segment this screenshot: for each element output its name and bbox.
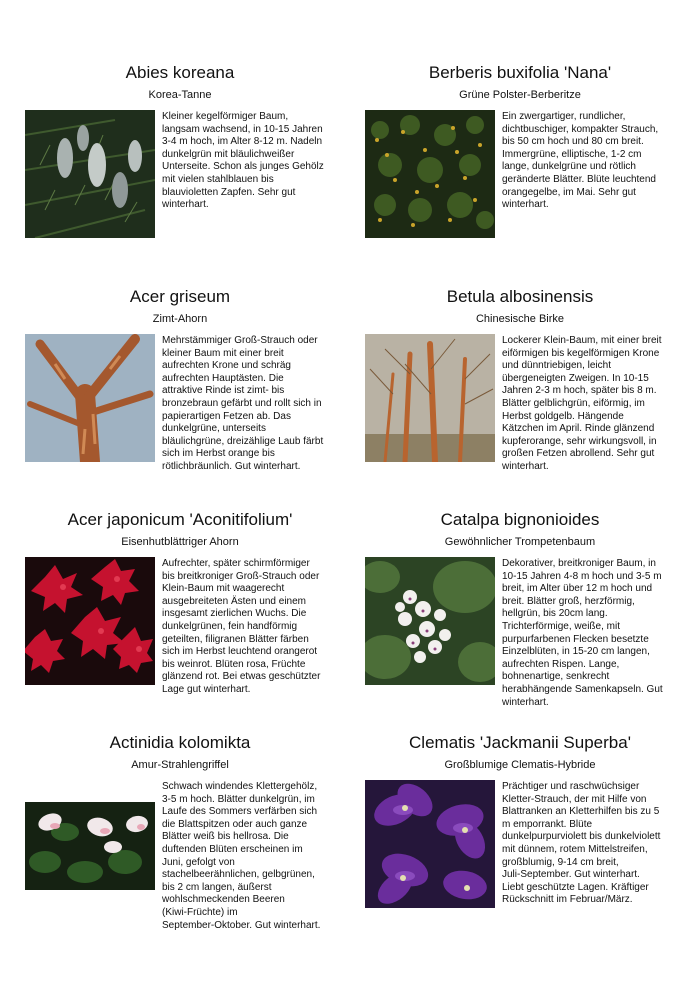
plant-description: Kleiner kegelförmiger Baum, langsam wachsend, in 10-15 Jahren 3-4 m hoch, im Alter 8-12 m. Nadeln dunkelgrün mit bläulichweißer Unterseite. Schon als junges Gehölz mit vielen stahlblauen bis blauvioletten Zapfen. Sehr gut winterhart. (162, 111, 324, 211)
chinese-birch-tree-photo (365, 334, 495, 462)
plant-latin-name: Berberis buxifolia 'Nana' (428, 63, 612, 82)
plant-latin-name: Betula albosinensis (446, 287, 594, 306)
plant-entry-clematis (365, 732, 695, 952)
plant-common-name: Korea-Tanne (148, 89, 212, 101)
red-maple-leaves-photo (25, 557, 155, 685)
plant-entry-abies-koreana (25, 62, 355, 282)
plant-common-name: Eisenhutblättriger Ahorn (121, 536, 239, 548)
paperbark-maple-trunk-photo (25, 334, 155, 462)
plant-description: Lockerer Klein-Baum, mit einer breit eiförmigen bis kegelförmigen Krone und dünntriebigen, leicht übergeneigten Zweigen. In 10-15 Jahren 2-3 m hoch, später bis 8 m. Blätter gelblichgrün, eiförmig, im Herbst goldgelb. Hängende Kätzchen im April. Rinde glänzend kupferorange, sehr wirkungsvoll, in großen Fetzen abrollend. Sehr gut winterhart. (502, 335, 662, 472)
plant-latin-name: Actinidia kolomikta (109, 733, 251, 752)
plant-common-name: Chinesische Birke (475, 313, 565, 325)
plant-description: Aufrechter, später schirmförmiger bis breitkroniger Groß-Strauch oder Klein-Baum mit waagerecht ausgebreiteten Ästen und einem insgesamt zierlichen Wuchs. Die dunkelgrünen, fein handförmig geteilten, filigranen Blätter färben sich im Herbst leuchtend orangerot bis weinrot. Blüten rosa, Früchte glänzend rot. Bei etwas geschützter Lage gut winterhart. (162, 558, 321, 695)
purple-clematis-flowers-photo (365, 780, 495, 908)
plant-latin-name: Acer griseum (129, 287, 231, 306)
catalpa-blossoms-photo (365, 557, 495, 685)
plant-entry-acer-griseum (25, 286, 355, 506)
plant-common-name: Grüne Polster-Berberitze (459, 89, 581, 101)
plant-description: Ein zwergartiger, rundlicher, dichtbuschiger, kompakter Strauch, bis 50 cm hoch und 80 cm breit. Immergrüne, elliptische, 1-2 cm lange, dunkelgrüne und rötlich geränderte Blätter. Blüte leuchtend orangegelbe, im Mai. Sehr gut winterhart. (502, 111, 659, 211)
korean-fir-cones-photo (25, 110, 155, 238)
plant-description: Schwach windendes Klettergehölz, 3-5 m hoch. Blätter dunkelgrün, im Laufe des Sommers verfärben sich die Blattspitzen oder auch ganze Blätter weiß bis hellrosa. Die duftenden Blüten erscheinen im Juni, gefolgt von stachelbeerähnlichen, gelbgrünen, bis 2 cm langen, äußerst wohlschmeckenden Beeren (Kiwi-Früchte) im September-Oktober. Gut winterhart. (162, 781, 321, 931)
plant-description: Dekorativer, breitkroniger Baum, in 10-15 Jahren 4-8 m hoch und 3-5 m breit, im Alter über 12 m hoch und breit. Blätter groß, herzförmig, hellgrün, bis 20cm lang. Trichterförmige, weiße, mit purpurfarbenen Flecken besetzte Einzelblüten, in 15-20 cm langen, aufrechten Rispen. Lange, bohnenartige, senkrecht herabhängende Samenkapseln. Gut winterhart. (502, 558, 663, 708)
plant-common-name: Amur-Strahlengriffel (131, 759, 229, 771)
plant-latin-name: Abies koreana (125, 63, 235, 82)
plant-entry-actinidia (25, 732, 355, 952)
plant-entry-acer-japonicum (25, 509, 355, 729)
plant-description: Mehrstämmiger Groß-Strauch oder kleiner Baum mit einer breit aufrechten Krone und schräg aufrechten Hauptästen. Die attraktive Rinde ist zimt- bis bronzebraun gefärbt und rollt sich in papierartigen Fetzen ab. Das dunkelgrüne, unterseits bläulichgrüne, dreizählige Laub färbt sich im Herbst orange bis rötlichbräunlich. Gut winterhart. (162, 335, 324, 472)
plant-common-name: Zimt-Ahorn (152, 313, 208, 325)
berberis-shrub-photo (365, 110, 495, 238)
plant-common-name: Gewöhnlicher Trompetenbaum (444, 536, 596, 548)
plant-latin-name: Catalpa bignonioides (440, 510, 600, 529)
plant-latin-name: Clematis 'Jackmanii Superba' (409, 733, 631, 752)
plant-entry-catalpa (365, 509, 695, 729)
plant-latin-name: Acer japonicum 'Aconitifolium' (67, 510, 293, 529)
plant-entry-betula (365, 286, 695, 506)
plant-common-name: Großblumige Clematis-Hybride (444, 759, 596, 771)
plant-entry-berberis (365, 62, 695, 282)
actinidia-leaves-photo (25, 802, 155, 890)
plant-description: Prächtiger und raschwüchsiger Kletter-Strauch, der mit Hilfe von Blattranken an Kletterhilfen bis zu 5 m emporrankt. Blüte dunkelpurpurviolett bis dunkelviolett mit dünnem, rotem Mittelstreifen, großblumig, 9-14 cm breit, Juli-September. Gut winterhart. Liebt geschützte Lagen. Kräftiger Rückschnitt im Februar/März. (502, 781, 661, 906)
